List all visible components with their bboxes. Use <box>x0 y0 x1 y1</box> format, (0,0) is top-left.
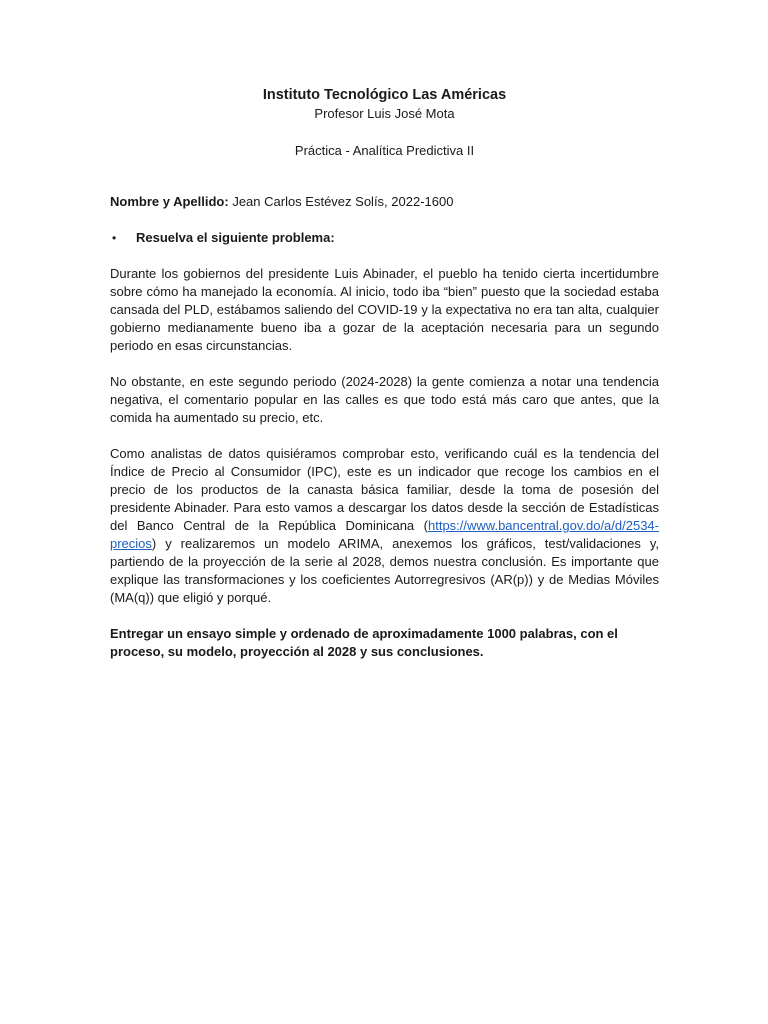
practice-title: Práctica - Analítica Predictiva II <box>294 143 475 158</box>
student-name-line <box>110 193 659 211</box>
professor-name: Profesor Luis José Mota <box>314 106 455 121</box>
institution-title: Instituto Tecnológico Las Américas <box>262 87 507 103</box>
paragraph-analysis-task <box>110 445 659 607</box>
paragraph-second-period: No obstante, en este segundo periodo (2024-2028) la gente comienza a notar una tendencia negativa, el comentario popular en las calles es que todo está más caro que antes, que la comida ha aumentado su precio, etc. <box>110 374 659 425</box>
document-body <box>110 193 659 679</box>
bullet-icon: • <box>112 231 117 245</box>
task-instruction-text: Resuelva el siguiente problema: <box>136 230 335 245</box>
document-header <box>110 86 659 160</box>
paragraph-deliverable: Entregar un ensayo simple y ordenado de aproximadamente 1000 palabras, con el proceso, su modelo, proyección al 2028 y sus conclusiones. <box>110 626 618 659</box>
student-name-value: Jean Carlos Estévez Solís, 2022-1600 <box>228 194 454 209</box>
task-instruction-item <box>110 229 659 247</box>
paragraph-analysis-text-start: Como analistas de datos quisiéramos comprobar esto, verificando cuál es la tendencia del Índice de Precio al Consumidor (IPC), este es un indicador que recoge los cambios en el precio de los productos de la canasta básica familiar, desde la toma de posesión del presidente Abinader. Para esto vamos a descargar los datos desde la sección de Estadísticas del Banco Central de la República Dominicana ( <box>110 446 659 533</box>
paragraph-context: Durante los gobiernos del presidente Luis Abinader, el pueblo ha tenido cierta incertidumbre sobre cómo ha manejado la economía. Al inicio, todo iba “bien” puesto que la sociedad estaba cansada del PLD, estábamos saliendo del COVID-19 y la expectativa no era tan alta, cualquier gobierno medianamente bueno iba a gozar de la aceptación necesaria para un segundo periodo en esas circunstancias. <box>110 266 659 353</box>
student-name-label: Nombre y Apellido: <box>110 194 229 209</box>
bancentral-link[interactable]: https://www.bancentral.gov.do/a/d/2534-precios <box>110 518 659 551</box>
paragraph-analysis-text-end: ) y realizaremos un modelo ARIMA, anexemos los gráficos, test/validaciones y, partiendo de la proyección de la serie al 2028, demos nuestra conclusión. Es importante que explique las transformaciones y los coeficientes Autorregresivos (AR(p)) y de Medias Móviles (MA(q)) que eligió y porqué. <box>110 536 659 605</box>
